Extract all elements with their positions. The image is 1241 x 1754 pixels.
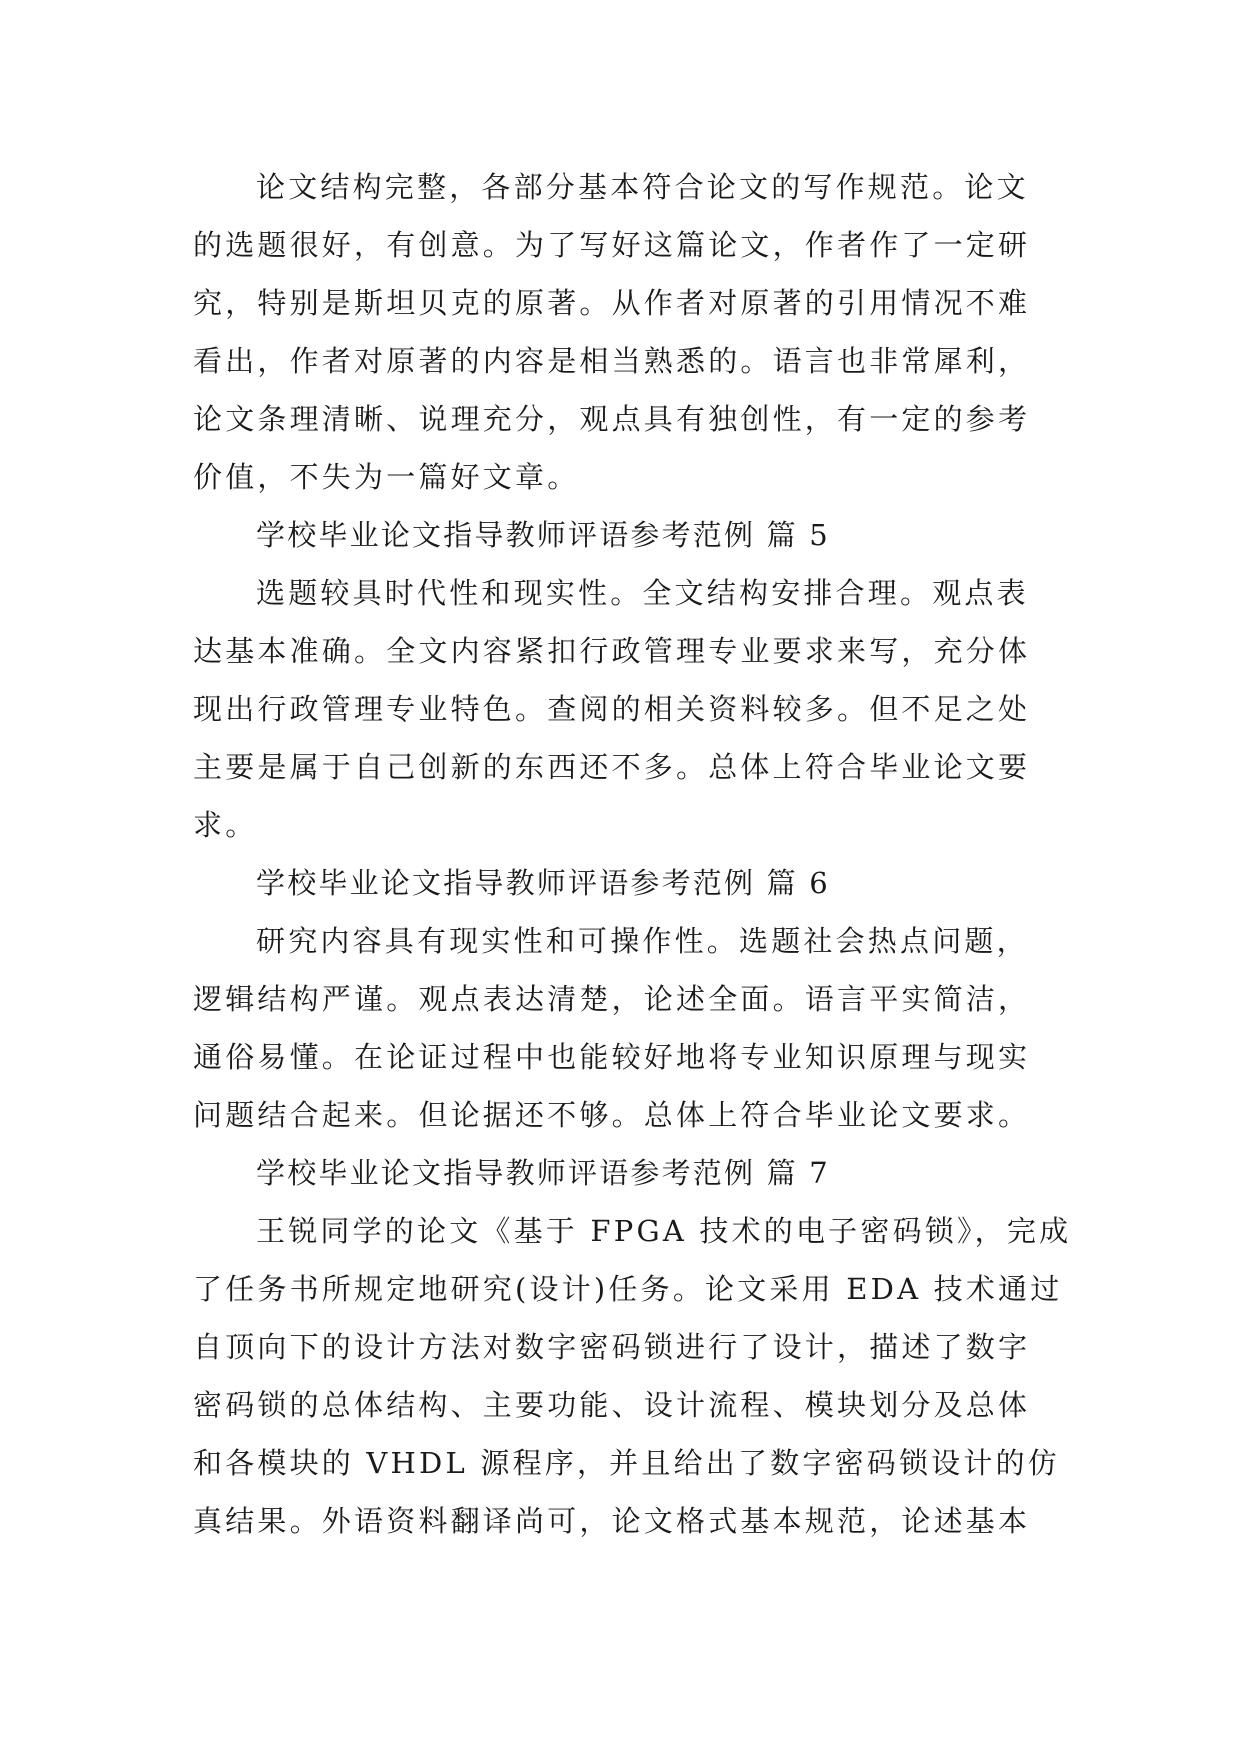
paragraph-line: 看出，作者对原著的内容是相当熟悉的。语言也非常犀利， <box>193 344 1031 378</box>
paragraph-line: 价值，不失为一篇好文章。 <box>193 460 580 494</box>
paragraph-line: 王锐同学的论文《基于 FPGA 技术的电子密码锁》，完成 <box>256 1214 1072 1248</box>
section-heading-6: 学校毕业论文指导教师评语参考范例 篇 6 <box>256 866 830 900</box>
paragraph-line: 主要是属于自己创新的东西还不多。总体上符合毕业论文要 <box>193 750 1031 784</box>
paragraph-line: 和各模块的 VHDL 源程序，并且给出了数字密码锁设计的仿 <box>193 1446 1060 1480</box>
paragraph-line: 论文条理清晰、说理充分，观点具有独创性，有一定的参考 <box>193 402 1031 436</box>
paragraph-line: 自顶向下的设计方法对数字密码锁进行了设计，描述了数字 <box>193 1330 1031 1364</box>
paragraph-line: 密码锁的总体结构、主要功能、设计流程、模块划分及总体 <box>193 1388 1031 1422</box>
paragraph-line: 研究内容具有现实性和可操作性。选题社会热点问题， <box>256 924 1029 958</box>
paragraph-line: 问题结合起来。但论据还不够。总体上符合毕业论文要求。 <box>193 1098 1031 1132</box>
paragraph-line: 的选题很好，有创意。为了写好这篇论文，作者作了一定研 <box>193 228 1031 262</box>
paragraph-line: 现出行政管理专业特色。查阅的相关资料较多。但不足之处 <box>193 692 1031 726</box>
paragraph-line: 论文结构完整，各部分基本符合论文的写作规范。论文 <box>256 170 1029 204</box>
paragraph-line: 逻辑结构严谨。观点表达清楚，论述全面。语言平实简洁， <box>193 982 1031 1016</box>
paragraph-line: 求。 <box>193 808 258 842</box>
paragraph-line: 通俗易懂。在论证过程中也能较好地将专业知识原理与现实 <box>193 1040 1031 1074</box>
section-heading-5: 学校毕业论文指导教师评语参考范例 篇 5 <box>256 518 830 552</box>
paragraph-line: 真结果。外语资料翻译尚可，论文格式基本规范，论述基本 <box>193 1504 1031 1538</box>
section-heading-7: 学校毕业论文指导教师评语参考范例 篇 7 <box>256 1156 830 1190</box>
paragraph-line: 究，特别是斯坦贝克的原著。从作者对原著的引用情况不难 <box>193 286 1031 320</box>
paragraph-line: 了任务书所规定地研究(设计)任务。论文采用 EDA 技术通过 <box>193 1272 1063 1306</box>
paragraph-line: 达基本准确。全文内容紧扣行政管理专业要求来写，充分体 <box>193 634 1031 668</box>
paragraph-line: 选题较具时代性和现实性。全文结构安排合理。观点表 <box>256 576 1029 610</box>
